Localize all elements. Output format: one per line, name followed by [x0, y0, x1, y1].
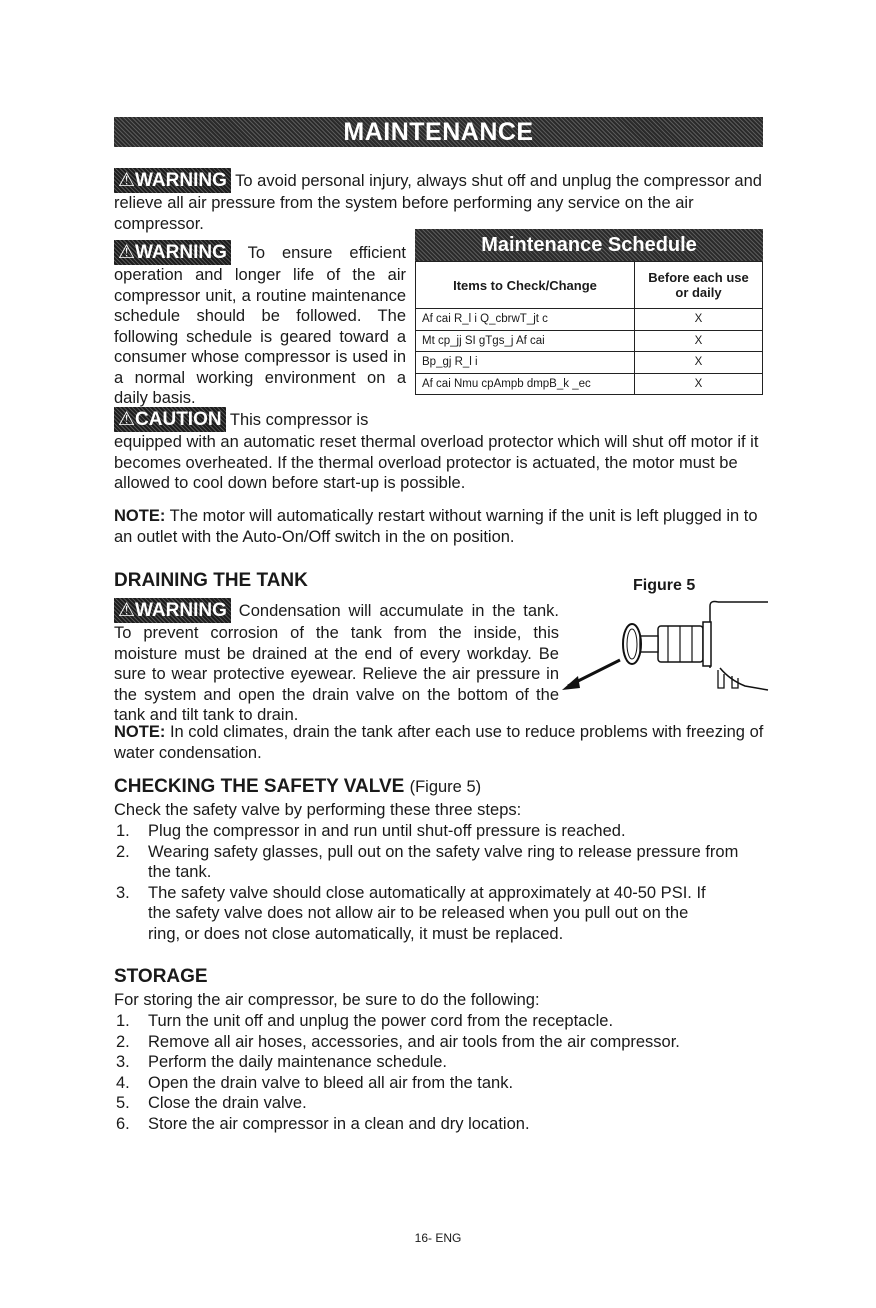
step-number: 1.	[116, 1012, 130, 1030]
table-row	[416, 373, 763, 395]
schedule-mark: X	[635, 330, 763, 352]
caution-text: equipped with an automatic reset thermal overload protector which will shut off motor if it becomes overheated. If the thermal overload protector is actuated, the motor must be allowed to cool down before start-up is possible.	[114, 433, 759, 492]
warning-block-2	[114, 240, 406, 409]
table-row	[416, 352, 763, 374]
draining-heading: DRAINING THE TANK	[114, 570, 308, 591]
draining-warning-block	[114, 598, 559, 726]
safety-valve-figure	[560, 598, 775, 703]
warning-badge: ⚠WARNING	[114, 168, 231, 193]
step-text: Open the drain valve to bleed all air from the tank.	[148, 1073, 514, 1092]
storage-intro: For storing the air compressor, be sure to do the following:	[114, 991, 540, 1009]
warning-text: To avoid personal injury, always shut off and unplug the compressor and relieve all air pressure from the system before performing any service on the air compressor.	[114, 172, 762, 233]
note-block-2	[114, 722, 764, 763]
table-row	[416, 309, 763, 331]
schedule-item: Af cai R_l i Q_cbrwT_jt c	[416, 309, 635, 331]
schedule-mark: X	[635, 352, 763, 374]
schedule-header-frequency: Before each use or daily	[635, 262, 763, 309]
warning-badge: ⚠WARNING	[114, 598, 231, 623]
schedule-item: Bp_gj R_l i	[416, 352, 635, 374]
storage-steps	[114, 1011, 764, 1134]
safety-valve-heading-text: CHECKING THE SAFETY VALVE	[114, 776, 405, 797]
step-text: Store the air compressor in a clean and dry location.	[148, 1114, 530, 1133]
caution-block	[114, 407, 764, 494]
step-number: 3.	[116, 1053, 130, 1071]
note-label: NOTE:	[114, 507, 166, 525]
schedule-mark: X	[635, 373, 763, 395]
draining-text: Condensation will accumulate in the tank. To prevent corrosion of the tank from the inside, this moisture must be drained at the end of every workday. Be sure to wear protective eyewear. Relieve the air pressure in the system and open the drain valve on the bottom of the tank and tilt tank to drain.	[114, 602, 560, 724]
warning-text: To ensure efficient operation and longer life of the air compressor unit, a routine maintenance schedule should be followed. The following schedule is geared toward a consumer whose compressor is used in a normal working environment on a daily basis.	[114, 244, 406, 407]
step-text: The safety valve should close automatically at approximately at 40-50 PSI. If the safety valve does not allow air to be released when you pull out on the ring, or does not close automatically, it must be replaced.	[148, 883, 706, 943]
warning-block-1	[114, 168, 764, 234]
step-text: Perform the daily maintenance schedule.	[148, 1053, 447, 1071]
page-title: MAINTENANCE	[343, 118, 534, 146]
safety-valve-intro: Check the safety valve by performing these three steps:	[114, 801, 522, 819]
storage-heading: STORAGE	[114, 966, 208, 987]
step-text: Turn the unit off and unplug the power cord from the receptacle.	[148, 1012, 614, 1030]
list-item	[114, 1114, 764, 1135]
figure-caption: Figure 5	[633, 577, 696, 594]
schedule-header-item: Items to Check/Change	[416, 262, 635, 309]
caution-badge: ⚠CAUTION	[114, 407, 226, 432]
list-item	[114, 1073, 764, 1094]
step-text: Wearing safety glasses, pull out on the safety valve ring to release pressure from the tank.	[148, 842, 739, 881]
note-label: NOTE:	[114, 723, 166, 741]
safety-valve-steps	[114, 821, 764, 944]
schedule-mark: X	[635, 309, 763, 331]
step-text: Remove all air hoses, accessories, and air tools from the air compressor.	[148, 1032, 680, 1051]
page-number: 16- ENG	[414, 1231, 462, 1245]
list-item	[114, 1032, 764, 1053]
step-number: 3.	[116, 883, 130, 902]
step-number: 1.	[116, 822, 130, 840]
list-item	[114, 1011, 764, 1032]
list-item	[114, 1093, 764, 1114]
list-item	[114, 821, 764, 842]
step-text: Close the drain valve.	[148, 1094, 307, 1112]
table-row	[416, 330, 763, 352]
list-item	[114, 883, 764, 945]
note-text: In cold climates, drain the tank after each use to reduce problems with freezing of water condensation.	[114, 723, 764, 762]
page-title-banner	[114, 117, 763, 147]
list-item	[114, 1052, 764, 1073]
step-number: 5.	[116, 1094, 130, 1112]
schedule-title: Maintenance Schedule	[415, 229, 763, 261]
warning-badge: ⚠WARNING	[114, 240, 231, 265]
step-text: Plug the compressor in and run until shut-off pressure is reached.	[148, 822, 626, 840]
note-text: The motor will automatically restart without warning if the unit is left plugged in to an outlet with the Auto-On/Off switch in the on position.	[114, 507, 758, 546]
note-block-1	[114, 506, 764, 547]
maintenance-schedule-table	[415, 261, 763, 395]
list-item	[114, 842, 764, 883]
step-number: 2.	[116, 1032, 130, 1051]
step-number: 6.	[116, 1114, 130, 1133]
caution-text-lead: This compressor is	[229, 411, 369, 429]
schedule-item: Mt cp_jj SI gTgs_j Af cai	[416, 330, 635, 352]
safety-valve-heading-ref: (Figure 5)	[409, 778, 482, 796]
step-number: 2.	[116, 842, 130, 861]
safety-valve-heading	[114, 776, 481, 798]
schedule-item: Af cai Nmu cpAmpb dmpB_k _ec	[416, 373, 635, 395]
step-number: 4.	[116, 1073, 130, 1092]
